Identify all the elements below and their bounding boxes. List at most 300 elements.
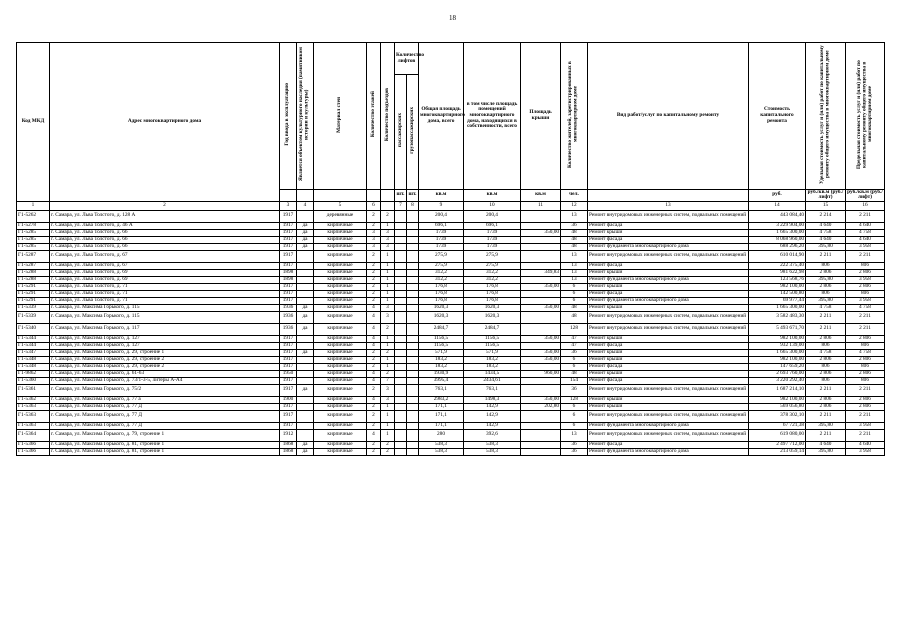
table-cell: [521, 377, 561, 384]
table-cell: 1917: [280, 290, 297, 297]
table-cell: 176,8: [419, 290, 464, 297]
table-cell: 696,1: [419, 222, 464, 229]
table-cell: [407, 448, 419, 455]
unit-cell: руб./кв.м (руб./лифт): [847, 188, 883, 201]
table-cell: г. Самара, ул. Льва Толстого, д. 71: [50, 290, 280, 297]
header-owned-area: в том числе площадь помещений многоквартирного дома, находящихся в собственности, всего: [464, 43, 521, 190]
table-cell: 2 214: [806, 210, 846, 222]
table-cell: 142,9: [464, 403, 521, 410]
table-cell: кирпичные: [314, 269, 367, 276]
table-cell: г. Самара, ул. Максима Горького, д. 73/1-3-5, литеры А-А4: [50, 377, 280, 384]
table-cell: 36: [561, 384, 588, 396]
table-cell: кирпичные: [314, 222, 367, 229]
table-cell: да: [297, 384, 314, 396]
table-cell: 1917: [280, 377, 297, 384]
table-row: [17, 304, 885, 311]
table-cell: кирпичные: [314, 262, 367, 269]
table-cell: 1: [381, 422, 395, 429]
table-cell: г. Самара, ул. Максима Горького, д. 81, строение 1: [50, 448, 280, 455]
table-cell: [521, 290, 561, 297]
table-cell: [395, 304, 407, 311]
table-cell: 36: [561, 441, 588, 448]
table-cell: 2 211: [846, 250, 885, 262]
table-cell: Ремонт крыши: [588, 349, 749, 356]
table-cell: да: [297, 304, 314, 311]
table-cell: 4: [367, 311, 381, 323]
table-cell: г. Самара, ул. Максима Горького, д. 77 Д: [50, 422, 280, 429]
table-cell: 2: [367, 210, 381, 222]
table-cell: 3 958: [846, 276, 885, 283]
table-cell: 312,2: [464, 276, 521, 283]
table-cell: [407, 396, 419, 403]
table-cell: 2: [381, 370, 395, 377]
table-cell: Ремонт фасада: [588, 222, 749, 229]
table-cell: кирпичные: [314, 370, 367, 377]
table-cell: 3 958: [846, 422, 885, 429]
table-cell: г. Самара, ул. Льва Толстого, д. 67: [50, 250, 280, 262]
table-cell: г. Самара, ул. Максима Горького, д. 77 а: [50, 396, 280, 403]
table-cell: 2 211: [806, 410, 846, 422]
table-cell: 176,8: [419, 297, 464, 304]
header-elevators: Количество лифтов: [395, 43, 419, 75]
table-cell: Ремонт фасада: [588, 342, 749, 349]
table-cell: 4 640: [846, 236, 885, 243]
table-cell: г. Самара, ул. Максима Горького, д. 79, строение 1: [50, 429, 280, 441]
table-cell: 1: [381, 410, 395, 422]
table-cell: Г1-5347: [17, 349, 50, 356]
table-cell: 2: [367, 422, 381, 429]
table-cell: [407, 229, 419, 236]
table-cell: [407, 250, 419, 262]
table-row: [17, 422, 885, 429]
table-cell: 350,00: [521, 335, 561, 342]
col-number: 5: [314, 201, 367, 210]
table-cell: 275,9: [419, 250, 464, 262]
table-cell: [407, 243, 419, 250]
table-cell: г. Самара, ул. Льва Толстого, д. 71: [50, 283, 280, 290]
table-cell: [395, 410, 407, 422]
table-cell: 1 665 300,00: [749, 349, 806, 356]
table-cell: [297, 283, 314, 290]
table-cell: 2: [367, 363, 381, 370]
table-cell: 69 977,44: [749, 297, 806, 304]
table-cell: 48: [561, 311, 588, 323]
table-cell: 48: [561, 243, 588, 250]
table-cell: 4 758: [846, 229, 885, 236]
table-cell: г. Самара, ул. Льва Толстого, д. 46 А: [50, 222, 280, 229]
table-cell: [395, 349, 407, 356]
table-cell: 1936: [280, 311, 297, 323]
table-cell: 1620,3: [419, 304, 464, 311]
table-cell: 312,2: [419, 269, 464, 276]
table-row: [17, 222, 885, 229]
table-cell: 1: [381, 363, 395, 370]
table-cell: Ремонт крыши: [588, 356, 749, 363]
table-cell: [407, 236, 419, 243]
table-cell: 2: [367, 297, 381, 304]
table-cell: 200,4: [464, 210, 521, 222]
header-material: Материал стен: [336, 96, 343, 133]
table-cell: 4 758: [846, 304, 885, 311]
table-cell: 1917: [280, 356, 297, 363]
table-cell: 275,9: [419, 262, 464, 269]
table-cell: 7: [381, 377, 395, 384]
table-cell: [297, 410, 314, 422]
table-cell: Ремонт фундамента многоквартирного дома: [588, 422, 749, 429]
table-cell: 1917: [280, 422, 297, 429]
table-cell: кирпичные: [314, 403, 367, 410]
col-number: 4: [297, 201, 314, 210]
table-cell: [407, 335, 419, 342]
table-cell: да: [297, 323, 314, 335]
table-cell: 1917: [280, 229, 297, 236]
table-cell: г. Самара, ул. Максима Горького, д. 75/2: [50, 384, 280, 396]
table-cell: г. Самара, ул. Льва Толстого, д. 66: [50, 243, 280, 250]
table-cell: кирпичные: [314, 342, 367, 349]
col-number: 13: [588, 201, 749, 210]
table-cell: кирпичные: [314, 441, 367, 448]
header-code: Код МКД: [17, 43, 50, 202]
table-cell: да: [297, 236, 314, 243]
table-cell: [407, 269, 419, 276]
table-cell: Ремонт крыши: [588, 335, 749, 342]
table-cell: [297, 250, 314, 262]
table-cell: 3: [381, 311, 395, 323]
table-cell: Ремонт внутридомовых инженерных систем, подвальных помещений: [588, 410, 749, 422]
table-row: [17, 429, 885, 441]
table-cell: [395, 403, 407, 410]
table-cell: Ремонт внутридомовых инженерных систем, подвальных помещений: [588, 384, 749, 396]
table-cell: Г1-5361: [17, 384, 50, 396]
header-work-type: Вид работ/услуг по капитальному ремонту: [588, 43, 749, 190]
table-cell: да: [297, 222, 314, 229]
table-cell: 2: [367, 262, 381, 269]
table-body: [17, 210, 885, 455]
table-cell: [395, 342, 407, 349]
table-cell: да: [297, 441, 314, 448]
table-cell: 1917: [280, 222, 297, 229]
table-row: [17, 363, 885, 370]
header-heritage: Является объектом культурного наследия (памятником истории и культуры): [298, 47, 310, 182]
table-cell: 982 100,00: [749, 335, 806, 342]
table-cell: 2: [381, 210, 395, 222]
table-cell: Ремонт внутридомовых инженерных систем, подвальных помещений: [588, 210, 749, 222]
table-cell: [521, 323, 561, 335]
table-cell: Г1-5287: [17, 250, 50, 262]
table-cell: 4: [367, 342, 381, 349]
unit-cell: руб.: [749, 189, 806, 201]
table-cell: 1: [381, 356, 395, 363]
table-cell: 1917: [280, 250, 297, 262]
table-cell: Г1-5285: [17, 243, 50, 250]
table-cell: 312,2: [464, 269, 521, 276]
header-year: Год ввода в эксплуатацию: [284, 83, 291, 146]
table-cell: кирпичные: [314, 283, 367, 290]
table-row: [17, 323, 885, 335]
table-cell: [521, 236, 561, 243]
table-row: [17, 403, 885, 410]
table-cell: Г1-5363: [17, 403, 50, 410]
table-cell: 2983,2: [419, 396, 464, 403]
table-cell: 4 640: [806, 222, 846, 229]
col-number: 3: [280, 201, 297, 210]
table-cell: [407, 377, 419, 384]
table-cell: Ремонт фундамента многоквартирного дома: [588, 448, 749, 455]
table-cell: 2: [381, 441, 395, 448]
table-cell: 3 958: [846, 243, 885, 250]
table-row: [17, 276, 885, 283]
table-cell: 378 302,10: [749, 410, 806, 422]
table-cell: [395, 441, 407, 448]
table-cell: [297, 396, 314, 403]
table-cell: 4 758: [806, 304, 846, 311]
table-cell: 806: [846, 363, 885, 370]
table-cell: 1156,5: [419, 335, 464, 342]
table-cell: 4: [367, 396, 381, 403]
table-cell: 4: [367, 377, 381, 384]
table-cell: Г1-5344: [17, 342, 50, 349]
table-cell: 1898: [280, 276, 297, 283]
table-row: [17, 384, 885, 396]
table-cell: 349,83: [521, 269, 561, 276]
table-cell: да: [297, 448, 314, 455]
table-row: [17, 262, 885, 269]
table-cell: [407, 370, 419, 377]
table-cell: 222 375,40: [749, 262, 806, 269]
table-cell: 2 211: [846, 410, 885, 422]
table-cell: Ремонт крыши: [588, 283, 749, 290]
table-cell: [297, 276, 314, 283]
unit-cell: руб./кв.м (руб./лифт): [806, 189, 846, 201]
unit-cell: кв.м: [464, 189, 521, 201]
table-cell: [395, 335, 407, 342]
table-cell: [407, 429, 419, 441]
table-cell: Ремонт фундамента многоквартирного дома: [588, 276, 749, 283]
table-cell: Г1-5291: [17, 297, 50, 304]
table-cell: [407, 262, 419, 269]
table-cell: 48: [561, 304, 588, 311]
table-cell: [395, 370, 407, 377]
table-cell: г. Самара, ул. Максима Горького, д. 127: [50, 335, 280, 342]
table-row: [17, 410, 885, 422]
table-cell: 1900: [280, 396, 297, 403]
table-cell: [395, 323, 407, 335]
col-number: 11: [521, 201, 561, 210]
table-cell: 3: [381, 396, 395, 403]
table-cell: 688 296,20: [749, 243, 806, 250]
table-cell: г. Самара, ул. Льва Толстого, д. 69: [50, 276, 280, 283]
table-cell: 1917: [280, 297, 297, 304]
table-cell: деревянные: [314, 210, 367, 222]
table-cell: 3: [381, 384, 395, 396]
table-cell: кирпичные: [314, 384, 367, 396]
table-cell: 2: [367, 269, 381, 276]
table-cell: кирпичные: [314, 422, 367, 429]
table-cell: 2: [367, 276, 381, 283]
table-cell: кирпичные: [314, 250, 367, 262]
table-cell: 763,1: [464, 384, 521, 396]
table-cell: [407, 304, 419, 311]
table-cell: Г1-5339: [17, 304, 50, 311]
table-cell: 4 640: [846, 441, 885, 448]
table-cell: 2 211: [846, 210, 885, 222]
table-cell: 1: [381, 342, 395, 349]
table-cell: 1868: [280, 448, 297, 455]
table-cell: 3: [381, 236, 395, 243]
col-number: 10: [464, 201, 521, 210]
table-cell: [395, 429, 407, 441]
table-cell: 1 687 214,10: [749, 384, 806, 396]
table-cell: Г1-5364: [17, 429, 50, 441]
table-cell: 183,2: [419, 363, 464, 370]
table-cell: Ремонт внутридомовых инженерных систем, подвальных помещений: [588, 323, 749, 335]
table-cell: 763,1: [419, 384, 464, 396]
table-cell: [407, 276, 419, 283]
col-number: 6: [367, 201, 381, 210]
table-cell: 1: [381, 222, 395, 229]
table-cell: 8 068 960,00: [749, 236, 806, 243]
table-row: [17, 311, 885, 323]
table-row: [17, 229, 885, 236]
table-row: [17, 236, 885, 243]
table-cell: 1739: [464, 243, 521, 250]
table-cell: 1739: [419, 229, 464, 236]
table-cell: 1 665 300,00: [749, 304, 806, 311]
table-cell: 1917: [280, 363, 297, 370]
table-cell: 154: [561, 377, 588, 384]
table-cell: [297, 363, 314, 370]
table-cell: Ремонт внутридомовых инженерных систем, подвальных помещений: [588, 311, 749, 323]
table-cell: кирпичные: [314, 448, 367, 455]
table-cell: 538,3: [419, 448, 464, 455]
table-cell: 350,00: [521, 356, 561, 363]
table-cell: 4: [367, 370, 381, 377]
table-cell: 171,1: [419, 422, 464, 429]
col-number: 1: [17, 201, 50, 210]
table-cell: [521, 210, 561, 222]
table-cell: [297, 429, 314, 441]
table-cell: 3 220 292,40: [749, 377, 806, 384]
header-unit-cost: Удельная стоимость услуг и (или) работ по капитальному ремонту общего имущества в многоквартирном доме: [818, 45, 831, 184]
table-cell: 48: [561, 236, 588, 243]
table-cell: 350,00: [521, 304, 561, 311]
table-cell: 2: [381, 349, 395, 356]
table-cell: 2: [381, 323, 395, 335]
table-cell: г. Самара, ул. Максима Горького, д. 29, строение 1: [50, 349, 280, 356]
table-cell: 982 100,00: [749, 283, 806, 290]
table-cell: г. Самара, ул. Максима Горького, д. 81, строение 1: [50, 441, 280, 448]
table-cell: Г1-5285: [17, 236, 50, 243]
table-cell: 275,9: [464, 262, 521, 269]
table-cell: 2: [381, 448, 395, 455]
table-cell: 350,00: [521, 349, 561, 356]
table-cell: 806: [846, 262, 885, 269]
table-cell: 1917: [280, 410, 297, 422]
table-cell: 1: [381, 429, 395, 441]
table-cell: г. Самара, ул. Льва Толстого, д. 69: [50, 269, 280, 276]
table-cell: 571,9: [464, 349, 521, 356]
header-total-area: Общая площадь многоквартирного дома, всего: [419, 43, 464, 190]
table-cell: 4 758: [846, 349, 885, 356]
table-cell: кирпичные: [314, 410, 367, 422]
table-cell: 5 493 671,70: [749, 323, 806, 335]
table-cell: [395, 210, 407, 222]
table-cell: г. Самара, ул. Максима Горького, д. 29, строение 2: [50, 363, 280, 370]
table-cell: 3 582 483,30: [749, 311, 806, 323]
table-cell: Ремонт крыши: [588, 229, 749, 236]
table-cell: 13: [561, 429, 588, 441]
unit-cell: кв.м: [521, 189, 561, 201]
header-entrances: Количество подъездов: [383, 87, 390, 142]
table-cell: Г1-5340: [17, 323, 50, 335]
table-cell: [395, 262, 407, 269]
table-cell: [521, 410, 561, 422]
table-cell: да: [297, 229, 314, 236]
table-cell: [395, 290, 407, 297]
table-cell: [395, 222, 407, 229]
table-cell: Ремонт крыши: [588, 304, 749, 311]
table-cell: [521, 422, 561, 429]
table-cell: 1930,9: [419, 370, 464, 377]
table-cell: 2 806: [846, 283, 885, 290]
page-number: 18: [449, 14, 456, 22]
header-cost: Стоимость капитального ремонта: [749, 43, 806, 190]
table-cell: 806: [846, 377, 885, 384]
table-cell: 2 806: [806, 335, 846, 342]
table-cell: 13: [561, 250, 588, 262]
table-cell: Г1-5287: [17, 262, 50, 269]
table-cell: [395, 377, 407, 384]
col-number: 8: [407, 201, 419, 210]
table-cell: 538,3: [419, 441, 464, 448]
table-cell: 2: [367, 448, 381, 455]
table-cell: кирпичные: [314, 236, 367, 243]
table-cell: 200,4: [419, 210, 464, 222]
table-cell: Г1-5363: [17, 422, 50, 429]
table-cell: 128: [561, 396, 588, 403]
table-cell: [407, 323, 419, 335]
table-cell: [395, 396, 407, 403]
table-cell: Г1-5288: [17, 276, 50, 283]
table-cell: 982 100,00: [749, 396, 806, 403]
table-cell: 2: [367, 290, 381, 297]
table-cell: Г1-5363: [17, 410, 50, 422]
table-cell: 183,2: [419, 356, 464, 363]
table-cell: [395, 311, 407, 323]
table-cell: 3995,4: [419, 377, 464, 384]
table-cell: 213 059,14: [749, 448, 806, 455]
table-cell: 1917: [280, 403, 297, 410]
table-cell: [297, 262, 314, 269]
table-cell: 2 806: [806, 370, 846, 377]
header-address: Адрес многоквартирного дома: [50, 43, 280, 202]
table-cell: 1739: [464, 236, 521, 243]
table-cell: 2 497 712,00: [749, 441, 806, 448]
header-residents: Количество жителей, зарегистрированных в многоквартирном доме: [567, 61, 579, 168]
table-cell: 3: [367, 236, 381, 243]
table-cell: Г1-5366: [17, 448, 50, 455]
header-freight: грузопассажирских: [408, 107, 415, 154]
table-cell: кирпичные: [314, 335, 367, 342]
table-cell: [407, 342, 419, 349]
table-cell: 3 229 904,00: [749, 222, 806, 229]
table-cell: [521, 243, 561, 250]
table-row: [17, 297, 885, 304]
header-roof-area: Площадь крыши: [521, 43, 561, 190]
table-cell: 176,8: [419, 283, 464, 290]
table-row: [17, 396, 885, 403]
table-cell: 2: [367, 349, 381, 356]
